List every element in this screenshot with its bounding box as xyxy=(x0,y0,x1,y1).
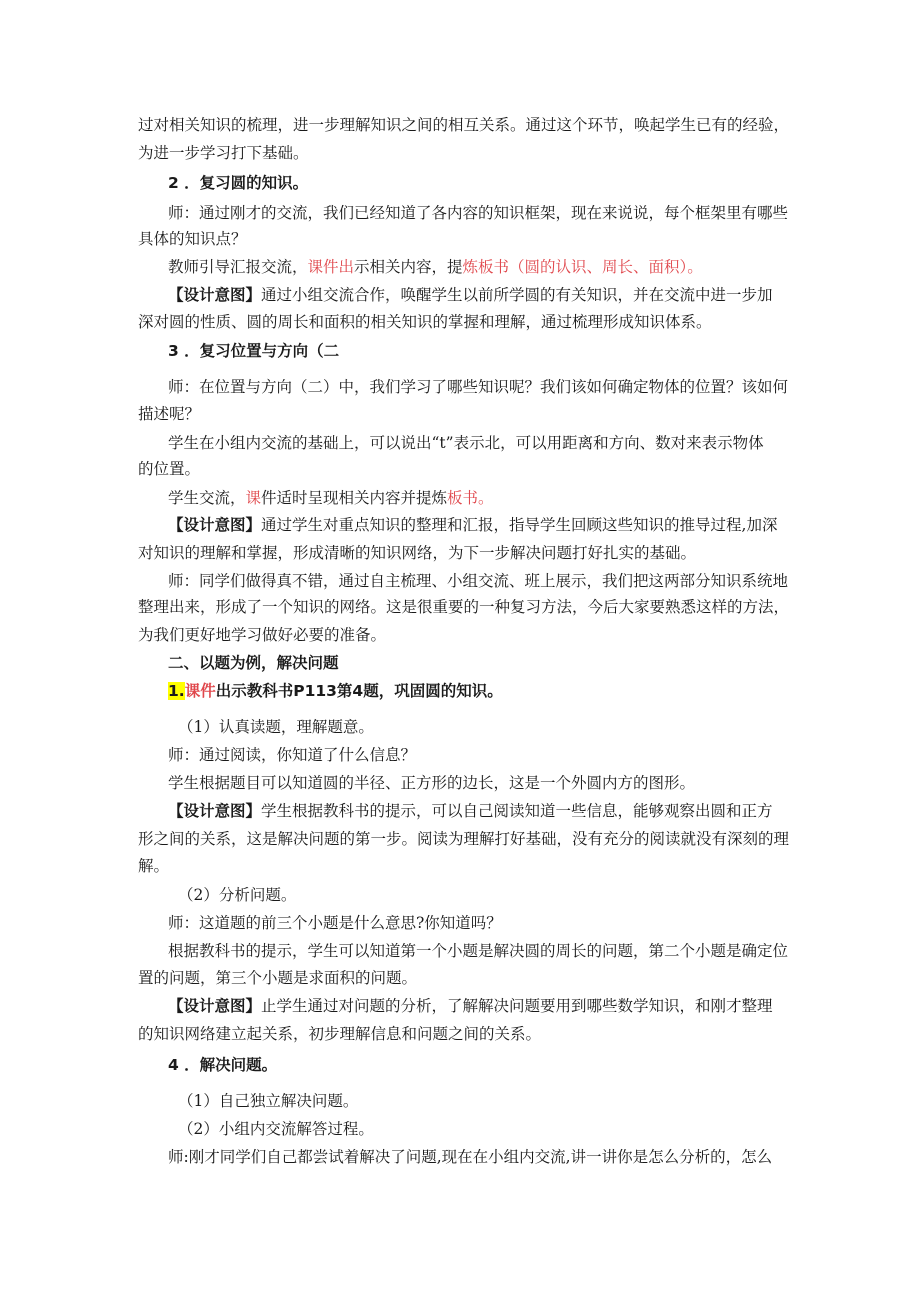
design-intent-label: 【设计意图】 xyxy=(168,802,262,820)
text-span: 通过小组交流合作，唤醒学生以前所学圆的有关知识，并在交流中进一步加 xyxy=(261,286,773,304)
highlight-marker: 1. xyxy=(168,682,185,700)
paragraph-line: （2）分析问题。 xyxy=(178,886,297,904)
text-span: 件适时呈现相关内容并提炼 xyxy=(261,489,448,507)
paragraph-line: 置的问题，第三个小题是求面积的问题。 xyxy=(138,969,418,987)
paragraph-line: 的位置。 xyxy=(138,460,201,478)
paragraph-line xyxy=(168,995,818,1017)
paragraph-line: 整理出来，形成了一个知识的网络。这是很重要的一种复习方法，今后大家要熟悉这样的方法， xyxy=(138,598,790,616)
highlight-text: 板书。 xyxy=(447,489,494,507)
text-span: 示相关内容，提 xyxy=(354,258,463,276)
design-intent-label: 【设计意图】 xyxy=(168,286,262,304)
text-span: 出示教科书P113第4题，巩固圆的知识。 xyxy=(215,682,503,700)
text-span: 学生根据教科书的提示，可以自己阅读知道一些信息，能够观察出圆和正方 xyxy=(261,802,773,820)
text-span: 学生交流， xyxy=(168,489,246,507)
paragraph-line xyxy=(168,514,818,536)
highlight-text: 课件出 xyxy=(307,258,355,276)
paragraph-line: 师：通过阅读，你知道了什么信息？ xyxy=(168,746,417,764)
paragraph-line: 对知识的理解和掌握，形成清晰的知识网络，为下一步解决问题打好扎实的基础。 xyxy=(138,544,697,562)
paragraph-line: 师:刚才同学们自己都尝试着解决了问题,现在在小组内交流,讲一讲你是怎么分析的，怎么 xyxy=(168,1148,773,1166)
paragraph-line: 为进一步学习打下基础。 xyxy=(138,144,309,162)
paragraph-line xyxy=(168,284,818,306)
paragraph-line: 为我们更好地学习做好必要的准备。 xyxy=(138,626,387,644)
paragraph-line: 师：通过刚才的交流，我们已经知道了各内容的知识框架，现在来说说，每个框架里有哪些 xyxy=(168,204,789,222)
text-span: 止学生通过对问题的分析，了解解决问题要用到哪些数学知识，和刚才整理 xyxy=(261,997,773,1015)
paragraph-line xyxy=(168,487,818,509)
paragraph-line: 形之间的关系，这是解决问题的第一步。阅读为理解打好基础，没有充分的阅读就没有深刻的理 xyxy=(138,830,790,848)
paragraph-line: （1）认真读题，理解题意。 xyxy=(178,718,374,736)
paragraph-line xyxy=(168,800,818,822)
paragraph-line: 的知识网络建立起关系，初步理解信息和问题之间的关系。 xyxy=(138,1025,542,1043)
paragraph-line: （2）小组内交流解答过程。 xyxy=(178,1120,374,1138)
paragraph-line: 具体的知识点？ xyxy=(138,230,247,248)
section-heading: 二、以题为例，解决问题 xyxy=(168,654,339,672)
highlight-text: 课 xyxy=(245,489,262,507)
paragraph-line: 解。 xyxy=(138,857,170,875)
paragraph-line: 描述呢？ xyxy=(138,405,201,423)
highlight-text: 炼板书（圆的认识、周长、面积）。 xyxy=(462,258,703,276)
section-heading xyxy=(168,680,818,702)
text-span: 通过学生对重点知识的整理和汇报，指导学生回顾这些知识的推导过程,加深 xyxy=(261,516,778,534)
section-heading: 3 ．复习位置与方向（二 xyxy=(168,342,340,360)
design-intent-label: 【设计意图】 xyxy=(168,997,262,1015)
paragraph-line: 学生根据题目可以知道圆的半径、正方形的边长，这是一个外圆内方的图形。 xyxy=(168,774,696,792)
paragraph-line: 学生在小组内交流的基础上，可以说出“t”表示北，可以用距离和方向、数对来表示物体 xyxy=(168,434,764,452)
paragraph-line: 师：这道题的前三个小题是什么意思?你知道吗？ xyxy=(168,914,502,932)
paragraph-line: 过对相关知识的梳理，进一步理解知识之间的相互关系。通过这个环节，唤起学生已有的经验， xyxy=(138,116,790,134)
design-intent-label: 【设计意图】 xyxy=(168,516,262,534)
paragraph-line: 根据教科书的提示，学生可以知道第一个小题是解决圆的周长的问题，第二个小题是确定位 xyxy=(168,942,789,960)
paragraph-line: （1）自己独立解决问题。 xyxy=(178,1092,359,1110)
highlight-text: 课件 xyxy=(184,682,216,700)
paragraph-line: 师：在位置与方向（二）中，我们学习了哪些知识呢？我们该如何确定物体的位置？该如何 xyxy=(168,378,789,396)
paragraph-line: 深对圆的性质、圆的周长和面积的相关知识的掌握和理解，通过梳理形成知识体系。 xyxy=(138,313,712,331)
paragraph-line xyxy=(168,256,818,278)
text-span: 教师引导汇报交流， xyxy=(168,258,308,276)
section-heading: 2 ．复习圆的知识。 xyxy=(168,174,309,192)
paragraph-line: 师：同学们做得真不错，通过自主梳理、小组交流、班上展示，我们把这两部分知识系统地 xyxy=(168,572,789,590)
section-heading: 4 ．解决问题。 xyxy=(168,1056,278,1074)
